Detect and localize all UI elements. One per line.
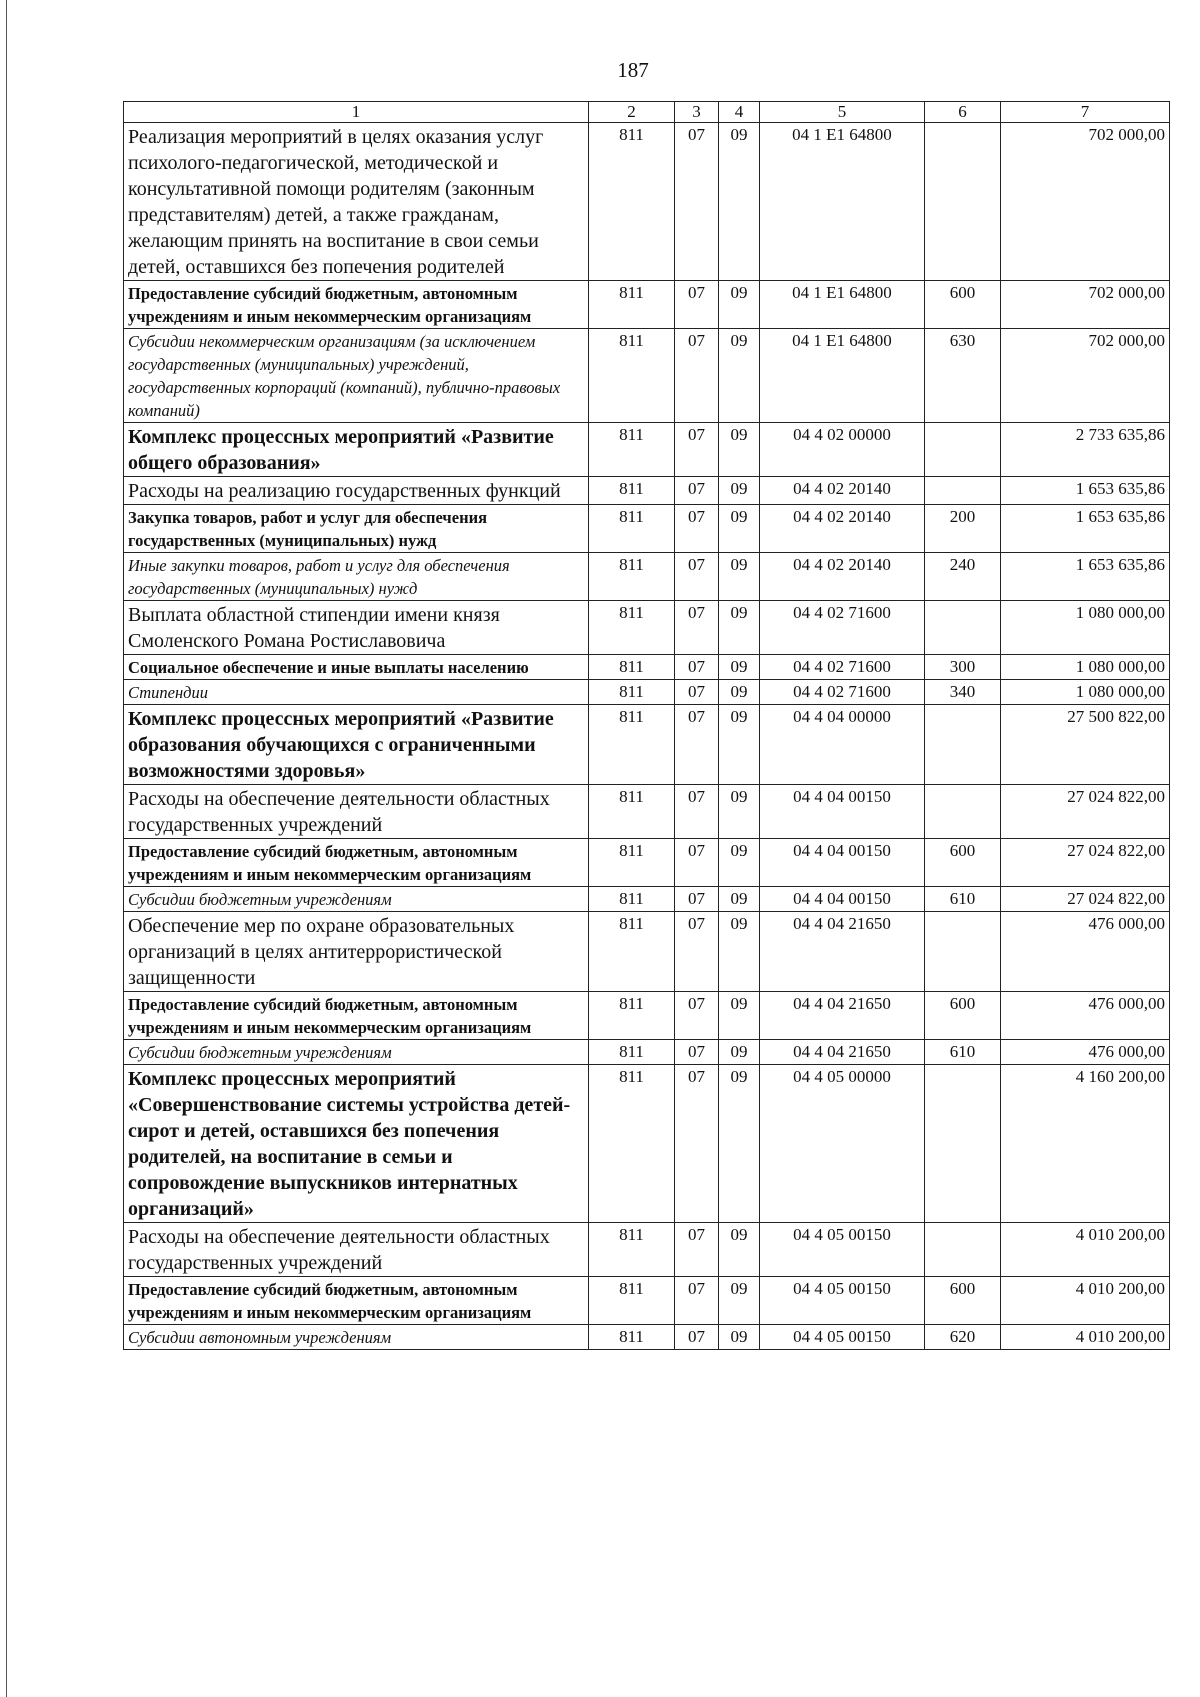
line-item-name: Выплата областной стипендии имени князя Смоленского Романа Ростиславовича [124, 601, 589, 655]
table-row [124, 477, 1170, 505]
cell-ministry-code: 811 [589, 505, 675, 553]
cell-amount: 476 000,00 [1001, 1040, 1170, 1065]
line-item-name: Иные закупки товаров, работ и услуг для обеспечения государственных (муниципальных) нужд [124, 553, 589, 601]
table-row [124, 1325, 1170, 1350]
cell-ministry-code: 811 [589, 680, 675, 705]
cell-amount: 1 080 000,00 [1001, 655, 1170, 680]
cell-amount: 1 080 000,00 [1001, 601, 1170, 655]
cell-section-code: 07 [675, 1040, 719, 1065]
cell-expense-type [925, 601, 1001, 655]
cell-section-code: 07 [675, 601, 719, 655]
cell-amount: 4 010 200,00 [1001, 1325, 1170, 1350]
column-number: 5 [760, 102, 925, 123]
cell-ministry-code: 811 [589, 281, 675, 329]
cell-ministry-code: 811 [589, 887, 675, 912]
cell-subsection-code: 09 [719, 505, 760, 553]
cell-target-article: 04 4 02 71600 [760, 655, 925, 680]
cell-section-code: 07 [675, 123, 719, 281]
cell-ministry-code: 811 [589, 1065, 675, 1223]
line-item-name: Комплекс процессных мероприятий «Развитие общего образования» [124, 423, 589, 477]
line-item-name: Закупка товаров, работ и услуг для обеспечения государственных (муниципальных) нужд [124, 505, 589, 553]
cell-expense-type: 610 [925, 887, 1001, 912]
line-item-name: Реализация мероприятий в целях оказания услуг психолого-педагогической, методической и консультативной помощи родителям (законным представителям) детей, а также гражданам, желающим принять на воспитание в свои семьи детей, оставшихся без попечения родителей [124, 123, 589, 281]
table-row [124, 329, 1170, 423]
line-item-name: Социальное обеспечение и иные выплаты населению [124, 655, 589, 680]
cell-expense-type: 340 [925, 680, 1001, 705]
cell-target-article: 04 4 02 71600 [760, 680, 925, 705]
table-row [124, 655, 1170, 680]
line-item-name: Обеспечение мер по охране образовательных организаций в целях антитеррористической защищенности [124, 912, 589, 992]
cell-section-code: 07 [675, 1325, 719, 1350]
cell-ministry-code: 811 [589, 1223, 675, 1277]
cell-expense-type: 200 [925, 505, 1001, 553]
cell-expense-type: 610 [925, 1040, 1001, 1065]
cell-ministry-code: 811 [589, 992, 675, 1040]
cell-expense-type: 240 [925, 553, 1001, 601]
cell-ministry-code: 811 [589, 329, 675, 423]
cell-subsection-code: 09 [719, 123, 760, 281]
cell-amount: 4 010 200,00 [1001, 1277, 1170, 1325]
table-row [124, 123, 1170, 281]
cell-subsection-code: 09 [719, 1325, 760, 1350]
table-row [124, 281, 1170, 329]
cell-amount: 476 000,00 [1001, 912, 1170, 992]
cell-target-article: 04 4 05 00150 [760, 1223, 925, 1277]
table-row [124, 680, 1170, 705]
table-row [124, 992, 1170, 1040]
cell-expense-type [925, 1065, 1001, 1223]
cell-section-code: 07 [675, 1277, 719, 1325]
cell-subsection-code: 09 [719, 281, 760, 329]
cell-target-article: 04 4 04 00150 [760, 839, 925, 887]
column-number: 2 [589, 102, 675, 123]
cell-target-article: 04 4 04 21650 [760, 912, 925, 992]
cell-subsection-code: 09 [719, 477, 760, 505]
cell-section-code: 07 [675, 680, 719, 705]
cell-amount: 27 500 822,00 [1001, 705, 1170, 785]
cell-expense-type [925, 423, 1001, 477]
cell-ministry-code: 811 [589, 477, 675, 505]
cell-amount: 702 000,00 [1001, 329, 1170, 423]
cell-expense-type: 620 [925, 1325, 1001, 1350]
cell-ministry-code: 811 [589, 912, 675, 992]
cell-subsection-code: 09 [719, 839, 760, 887]
column-number: 3 [675, 102, 719, 123]
table-row [124, 1223, 1170, 1277]
line-item-name: Стипендии [124, 680, 589, 705]
cell-subsection-code: 09 [719, 705, 760, 785]
cell-subsection-code: 09 [719, 1065, 760, 1223]
cell-expense-type [925, 785, 1001, 839]
cell-amount: 1 080 000,00 [1001, 680, 1170, 705]
cell-section-code: 07 [675, 1065, 719, 1223]
cell-ministry-code: 811 [589, 423, 675, 477]
cell-amount: 27 024 822,00 [1001, 839, 1170, 887]
cell-target-article: 04 4 02 20140 [760, 505, 925, 553]
cell-expense-type [925, 1223, 1001, 1277]
cell-subsection-code: 09 [719, 912, 760, 992]
table-row [124, 1040, 1170, 1065]
cell-target-article: 04 4 04 00150 [760, 887, 925, 912]
cell-expense-type: 300 [925, 655, 1001, 680]
table-row [124, 423, 1170, 477]
cell-expense-type: 630 [925, 329, 1001, 423]
line-item-name: Предоставление субсидий бюджетным, автономным учреждениям и иным некоммерческим организациям [124, 281, 589, 329]
cell-subsection-code: 09 [719, 1277, 760, 1325]
cell-ministry-code: 811 [589, 1325, 675, 1350]
cell-target-article: 04 4 05 00150 [760, 1277, 925, 1325]
cell-section-code: 07 [675, 281, 719, 329]
cell-subsection-code: 09 [719, 1223, 760, 1277]
table-row [124, 705, 1170, 785]
column-number: 1 [124, 102, 589, 123]
line-item-name: Субсидии автономным учреждениям [124, 1325, 589, 1350]
cell-section-code: 07 [675, 329, 719, 423]
table-row [124, 887, 1170, 912]
cell-ministry-code: 811 [589, 123, 675, 281]
line-item-name: Предоставление субсидий бюджетным, автономным учреждениям и иным некоммерческим организациям [124, 1277, 589, 1325]
line-item-name: Предоставление субсидий бюджетным, автономным учреждениям и иным некоммерческим организациям [124, 839, 589, 887]
cell-subsection-code: 09 [719, 601, 760, 655]
cell-ministry-code: 811 [589, 553, 675, 601]
cell-section-code: 07 [675, 423, 719, 477]
table-row [124, 785, 1170, 839]
line-item-name: Субсидии бюджетным учреждениям [124, 887, 589, 912]
cell-subsection-code: 09 [719, 680, 760, 705]
cell-amount: 4 160 200,00 [1001, 1065, 1170, 1223]
cell-target-article: 04 4 02 20140 [760, 553, 925, 601]
column-number-row [124, 102, 1170, 123]
cell-expense-type: 600 [925, 839, 1001, 887]
cell-target-article: 04 4 02 00000 [760, 423, 925, 477]
cell-ministry-code: 811 [589, 839, 675, 887]
cell-target-article: 04 4 04 21650 [760, 992, 925, 1040]
cell-target-article: 04 1 Е1 64800 [760, 329, 925, 423]
line-item-name: Предоставление субсидий бюджетным, автономным учреждениям и иным некоммерческим организациям [124, 992, 589, 1040]
cell-section-code: 07 [675, 912, 719, 992]
cell-amount: 27 024 822,00 [1001, 785, 1170, 839]
table-row [124, 601, 1170, 655]
cell-expense-type [925, 477, 1001, 505]
cell-target-article: 04 4 05 00000 [760, 1065, 925, 1223]
cell-amount: 2 733 635,86 [1001, 423, 1170, 477]
column-number: 7 [1001, 102, 1170, 123]
cell-target-article: 04 4 04 21650 [760, 1040, 925, 1065]
cell-section-code: 07 [675, 992, 719, 1040]
cell-subsection-code: 09 [719, 887, 760, 912]
cell-amount: 1 653 635,86 [1001, 553, 1170, 601]
table-row [124, 505, 1170, 553]
cell-amount: 702 000,00 [1001, 123, 1170, 281]
cell-expense-type: 600 [925, 281, 1001, 329]
cell-section-code: 07 [675, 887, 719, 912]
cell-section-code: 07 [675, 1223, 719, 1277]
cell-section-code: 07 [675, 505, 719, 553]
line-item-name: Комплекс процессных мероприятий «Развитие образования обучающихся с ограниченными возможностями здоровья» [124, 705, 589, 785]
cell-section-code: 07 [675, 655, 719, 680]
cell-target-article: 04 1 Е1 64800 [760, 281, 925, 329]
cell-subsection-code: 09 [719, 329, 760, 423]
budget-table-body [124, 102, 1170, 1350]
cell-section-code: 07 [675, 839, 719, 887]
cell-subsection-code: 09 [719, 655, 760, 680]
line-item-name: Расходы на обеспечение деятельности областных государственных учреждений [124, 785, 589, 839]
cell-subsection-code: 09 [719, 1040, 760, 1065]
line-item-name: Расходы на реализацию государственных функций [124, 477, 589, 505]
cell-ministry-code: 811 [589, 705, 675, 785]
column-number: 6 [925, 102, 1001, 123]
cell-expense-type: 600 [925, 992, 1001, 1040]
cell-target-article: 04 4 02 20140 [760, 477, 925, 505]
line-item-name: Субсидии некоммерческим организациям (за исключением государственных (муниципальных) учреждений, государственных корпораций (компаний), публично-правовых компаний) [124, 329, 589, 423]
line-item-name: Комплекс процессных мероприятий «Совершенствование системы устройства детей-сирот и детей, оставшихся без попечения родителей, на воспитание в семьи и сопровождение выпускников интернатных организаций» [124, 1065, 589, 1223]
cell-amount: 1 653 635,86 [1001, 505, 1170, 553]
line-item-name: Расходы на обеспечение деятельности областных государственных учреждений [124, 1223, 589, 1277]
table-row [124, 1277, 1170, 1325]
cell-expense-type [925, 123, 1001, 281]
table-row [124, 839, 1170, 887]
cell-section-code: 07 [675, 553, 719, 601]
cell-section-code: 07 [675, 477, 719, 505]
cell-amount: 476 000,00 [1001, 992, 1170, 1040]
cell-amount: 27 024 822,00 [1001, 887, 1170, 912]
cell-subsection-code: 09 [719, 423, 760, 477]
cell-expense-type [925, 912, 1001, 992]
cell-expense-type [925, 705, 1001, 785]
cell-ministry-code: 811 [589, 785, 675, 839]
page-left-edge-line [6, 0, 7, 1697]
line-item-name: Субсидии бюджетным учреждениям [124, 1040, 589, 1065]
cell-expense-type: 600 [925, 1277, 1001, 1325]
cell-ministry-code: 811 [589, 601, 675, 655]
column-number: 4 [719, 102, 760, 123]
cell-amount: 4 010 200,00 [1001, 1223, 1170, 1277]
cell-target-article: 04 4 02 71600 [760, 601, 925, 655]
cell-section-code: 07 [675, 785, 719, 839]
table-row [124, 1065, 1170, 1223]
cell-ministry-code: 811 [589, 1277, 675, 1325]
cell-amount: 1 653 635,86 [1001, 477, 1170, 505]
cell-subsection-code: 09 [719, 992, 760, 1040]
cell-target-article: 04 4 04 00150 [760, 785, 925, 839]
cell-subsection-code: 09 [719, 785, 760, 839]
cell-ministry-code: 811 [589, 655, 675, 680]
budget-table [123, 101, 1170, 1350]
cell-target-article: 04 4 04 00000 [760, 705, 925, 785]
table-row [124, 553, 1170, 601]
cell-section-code: 07 [675, 705, 719, 785]
cell-ministry-code: 811 [589, 1040, 675, 1065]
cell-subsection-code: 09 [719, 553, 760, 601]
cell-target-article: 04 4 05 00150 [760, 1325, 925, 1350]
page-number: 187 [617, 58, 649, 82]
cell-target-article: 04 1 Е1 64800 [760, 123, 925, 281]
table-row [124, 912, 1170, 992]
cell-amount: 702 000,00 [1001, 281, 1170, 329]
